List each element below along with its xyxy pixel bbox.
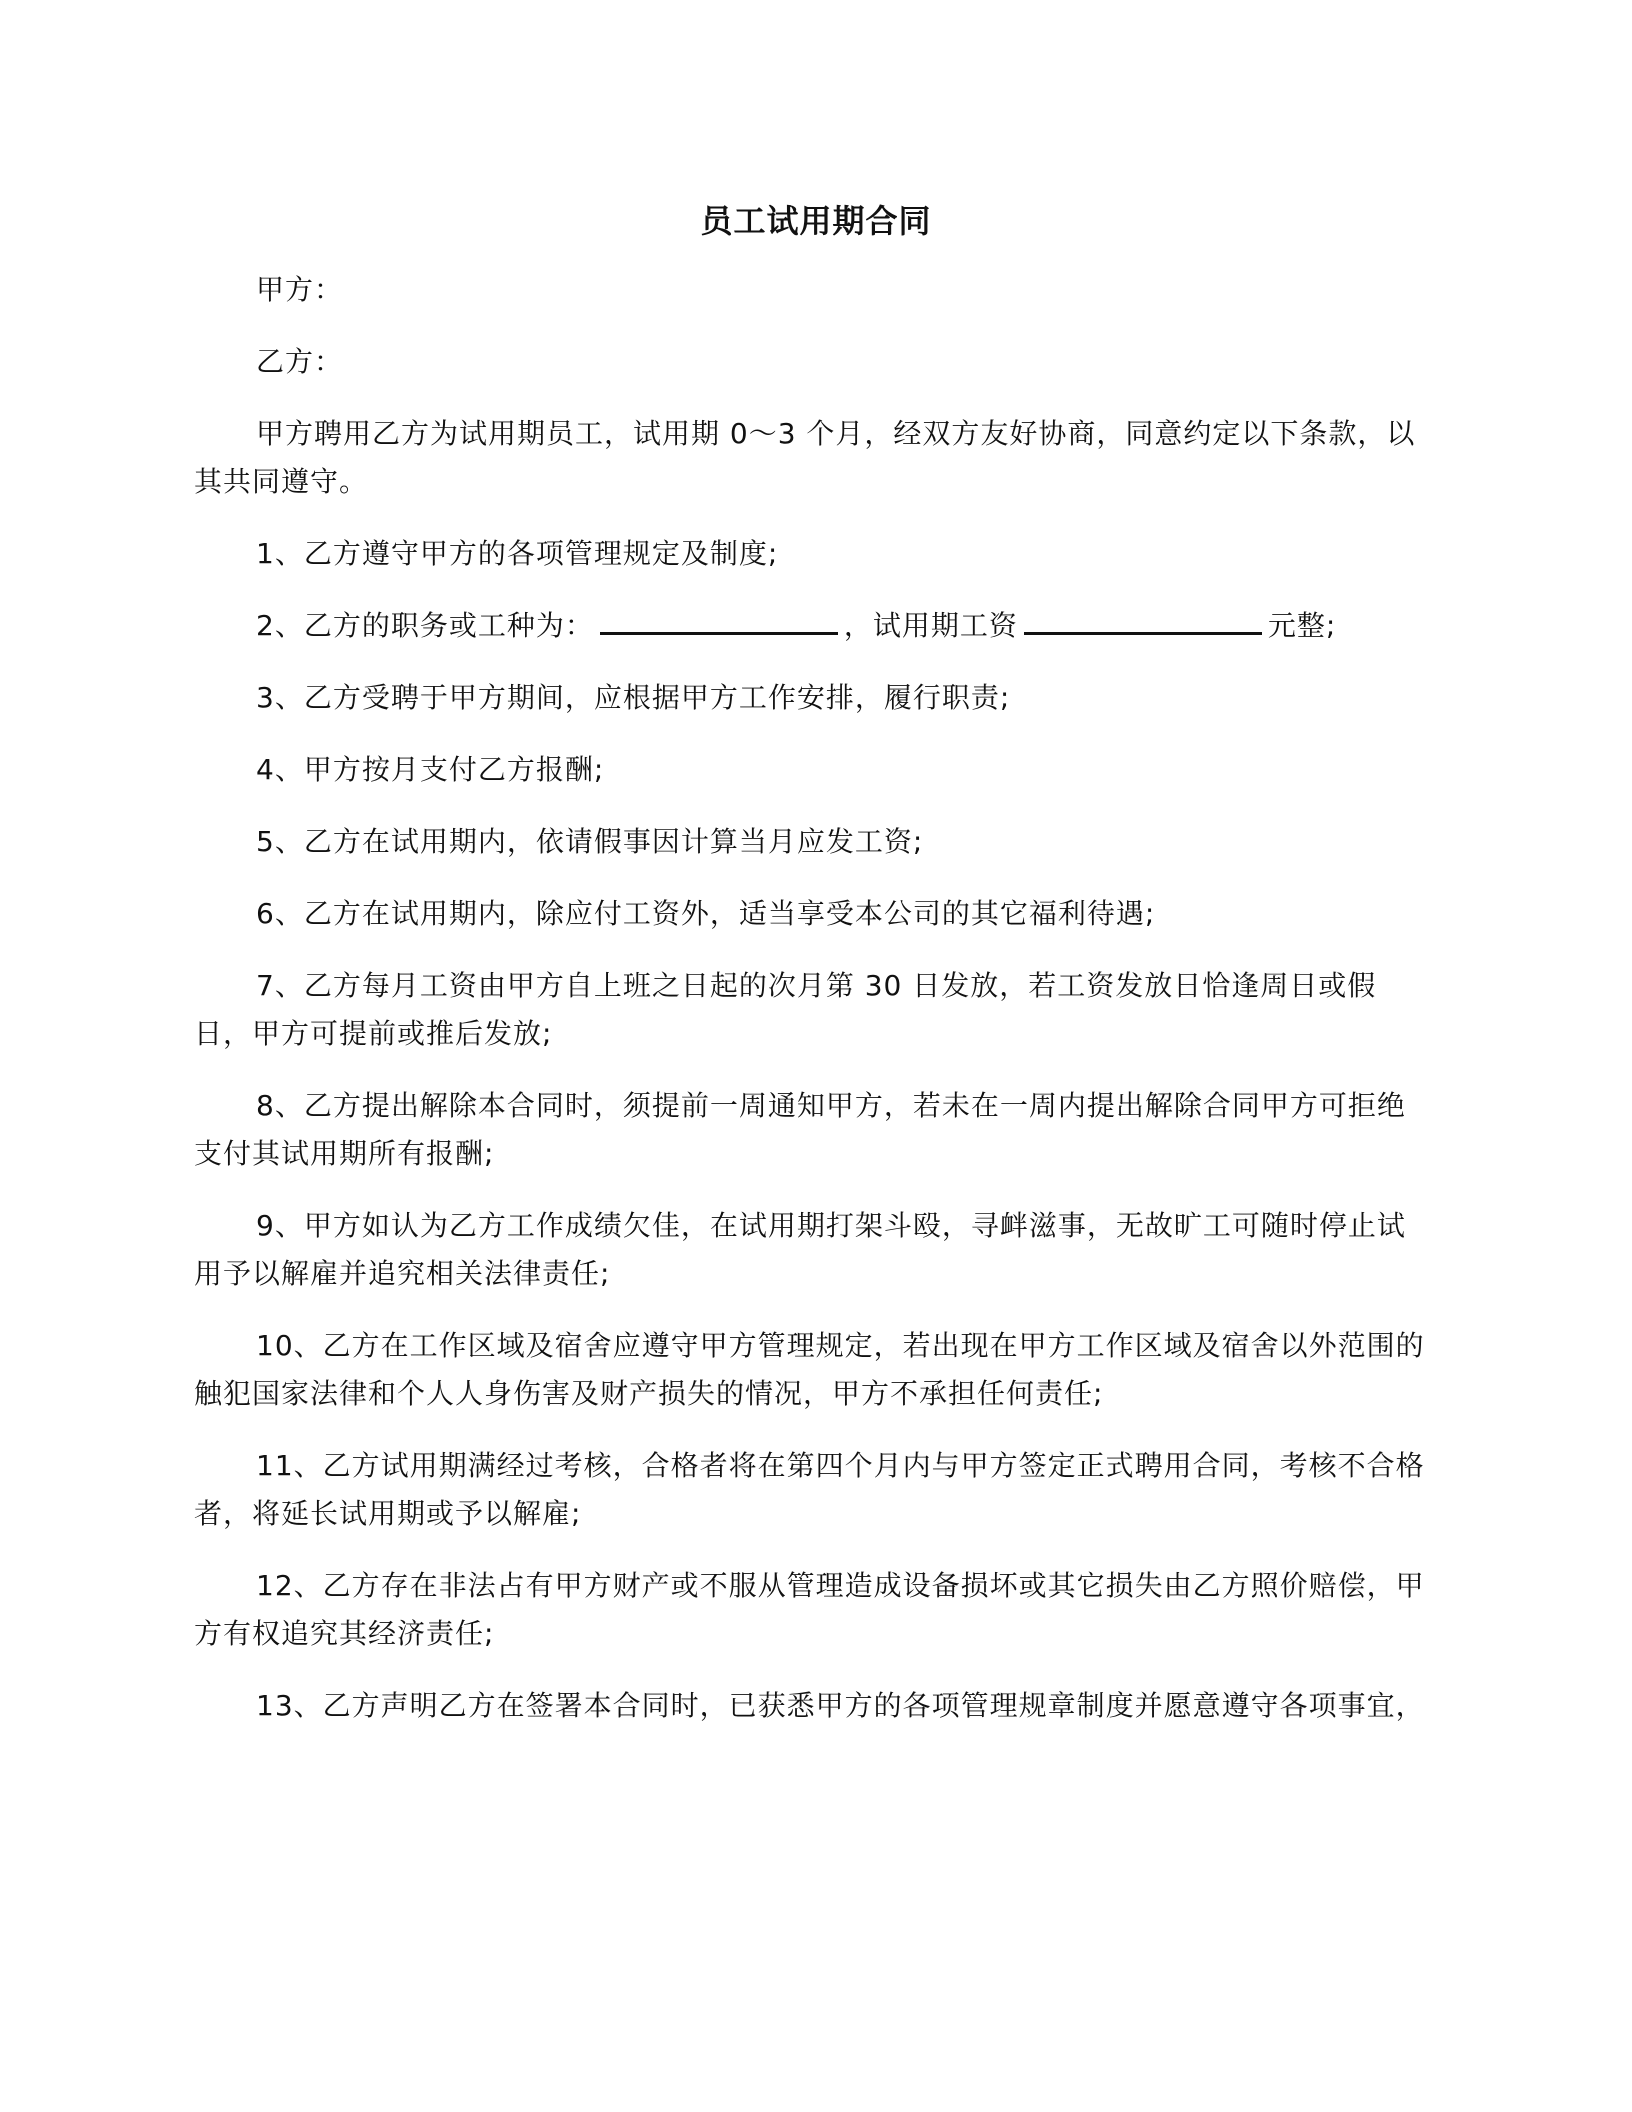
clause-3: 3、乙方受聘于甲方期间，应根据甲方工作安排，履行职责; xyxy=(256,681,1011,714)
party-b-label: 乙方： xyxy=(256,345,344,378)
clause-12: 12、乙方存在非法占有甲方财产或不服从管理造成设备损坏或其它损失由乙方照价赔偿，甲方有权追究其经济责任; xyxy=(194,1569,1425,1650)
clause-8: 8、乙方提出解除本合同时，须提前一周通知甲方，若未在一周内提出解除合同甲方可拒绝支付其试用期所有报酬; xyxy=(194,1089,1406,1170)
position-blank-field[interactable] xyxy=(600,604,838,635)
document-title: 员工试用期合同 xyxy=(700,202,932,240)
clause-9: 9、甲方如认为乙方工作成绩欠佳，在试用期打架斗殴，寻衅滋事，无故旷工可随时停止试用予以解雇并追究相关法律责任; xyxy=(194,1209,1406,1290)
clause-2-middle: ，试用期工资 xyxy=(843,609,1018,642)
clause-2-prefix: 2、乙方的职务或工种为： xyxy=(256,609,594,642)
clause-2-suffix: 元整; xyxy=(1267,609,1337,642)
clause-2 xyxy=(194,602,1434,650)
party-a-label: 甲方： xyxy=(256,273,344,306)
intro-paragraph: 甲方聘用乙方为试用期员工，试用期 0～3 个月，经双方友好协商，同意约定以下条款，以其共同遵守。 xyxy=(194,417,1416,498)
clause-10: 10、乙方在工作区域及宿舍应遵守甲方管理规定，若出现在甲方工作区域及宿舍以外范围的触犯国家法律和个人人身伤害及财产损失的情况，甲方不承担任何责任; xyxy=(194,1329,1425,1410)
clause-4: 4、甲方按月支付乙方报酬; xyxy=(256,753,605,786)
clause-7: 7、乙方每月工资由甲方自上班之日起的次月第 30 日发放，若工资发放日恰逢周日或假日，甲方可提前或推后发放; xyxy=(194,969,1377,1050)
clause-13: 13、乙方声明乙方在签署本合同时，已获悉甲方的各项管理规章制度并愿意遵守各项事宜， xyxy=(256,1689,1425,1722)
clause-11: 11、乙方试用期满经过考核，合格者将在第四个月内与甲方签定正式聘用合同，考核不合格者，将延长试用期或予以解雇; xyxy=(194,1449,1425,1530)
clause-5: 5、乙方在试用期内，依请假事因计算当月应发工资; xyxy=(256,825,924,858)
clause-6: 6、乙方在试用期内，除应付工资外，适当享受本公司的其它福利待遇; xyxy=(256,897,1156,930)
salary-blank-field[interactable] xyxy=(1024,604,1262,635)
clause-1: 1、乙方遵守甲方的各项管理规定及制度; xyxy=(256,537,779,570)
